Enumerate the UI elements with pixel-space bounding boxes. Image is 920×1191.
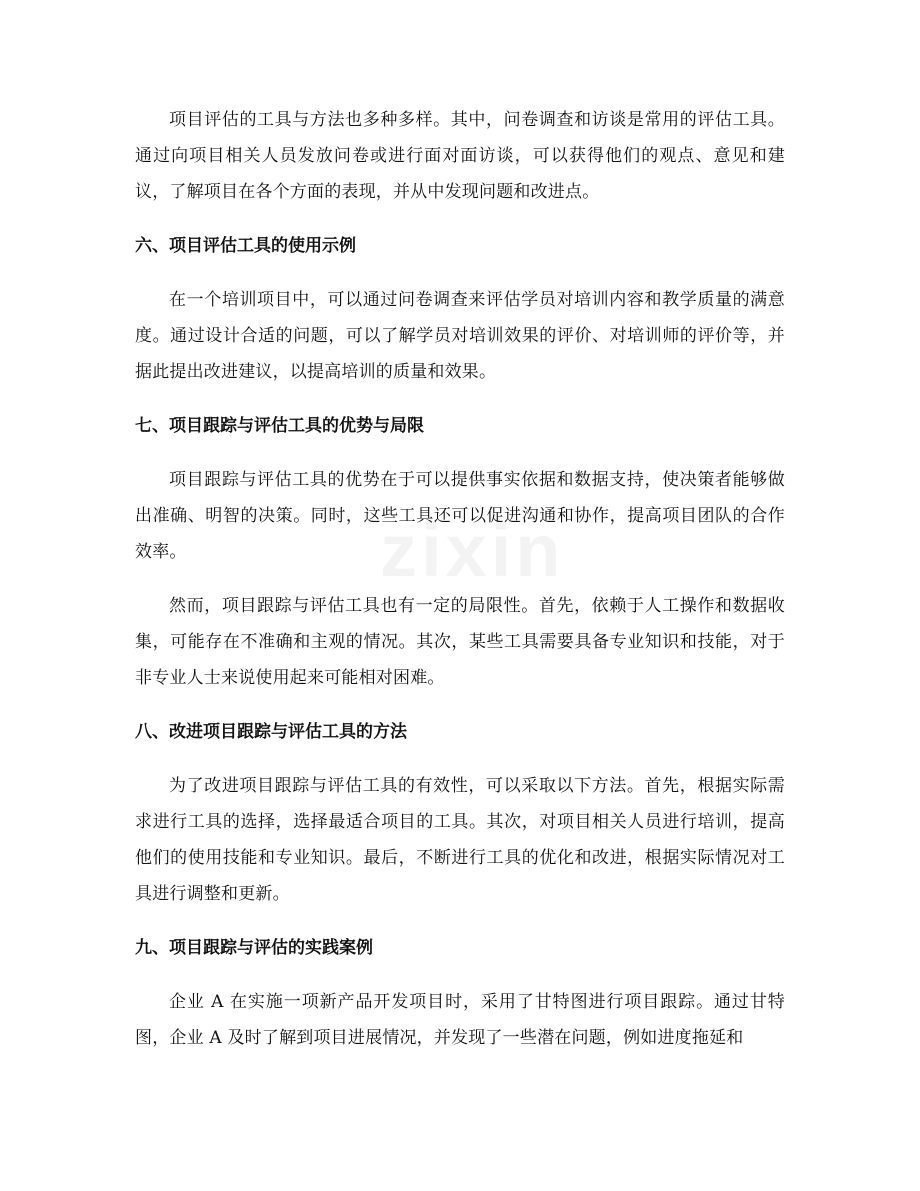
paragraph-evaluation-tools: 项目评估的工具与方法也多种多样。其中，问卷调查和访谈是常用的评估工具。通过向项目相关人员发放问卷或进行面对面访谈，可以获得他们的观点、意见和建议，了解项目在各个方面的表现，并从中发现问题和改进点。: [135, 110, 785, 202]
heading-section-7: 七、项目跟踪与评估工具的优势与局限: [135, 416, 424, 436]
heading-section-8: 八、改进项目跟踪与评估工具的方法: [135, 722, 407, 742]
heading-section-9: 九、项目跟踪与评估的实践案例: [135, 938, 373, 958]
paragraph-section-6: 在一个培训项目中，可以通过问卷调查来评估学员对培训内容和教学质量的满意度。通过设计合适的问题，可以了解学员对培训效果的评价、对培训师的评价等，并据此提出改进建议，以提高培训的质量和效果。: [135, 290, 785, 382]
watermark: zixin: [380, 509, 565, 592]
paragraph-section-9: 企业 A 在实施一项新产品开发项目时，采用了甘特图进行项目跟踪。通过甘特图，企业 A 及时了解到项目进展情况，并发现了一些潜在问题，例如进度拖延和: [135, 992, 785, 1048]
paragraph-section-8: 为了改进项目跟踪与评估工具的有效性，可以采取以下方法。首先，根据实际需求进行工具的选择，选择最适合项目的工具。其次，对项目相关人员进行培训，提高他们的使用技能和专业知识。最后，不断进行工具的优化和改进，根据实际情况对工具进行调整和更新。: [135, 776, 785, 904]
document-body: [135, 102, 785, 1074]
paragraph-section-7-advantages: 项目跟踪与评估工具的优势在于可以提供事实依据和数据支持，使决策者能够做出准确、明智的决策。同时，这些工具还可以促进沟通和协作，提高项目团队的合作效率。: [135, 470, 785, 562]
paragraph-section-7-limitations: 然而，项目跟踪与评估工具也有一定的局限性。首先，依赖于人工操作和数据收集，可能存在不准确和主观的情况。其次，某些工具需要具备专业知识和技能，对于非专业人士来说使用起来可能相对困难。: [135, 596, 785, 688]
heading-section-6: 六、项目评估工具的使用示例: [135, 236, 356, 256]
